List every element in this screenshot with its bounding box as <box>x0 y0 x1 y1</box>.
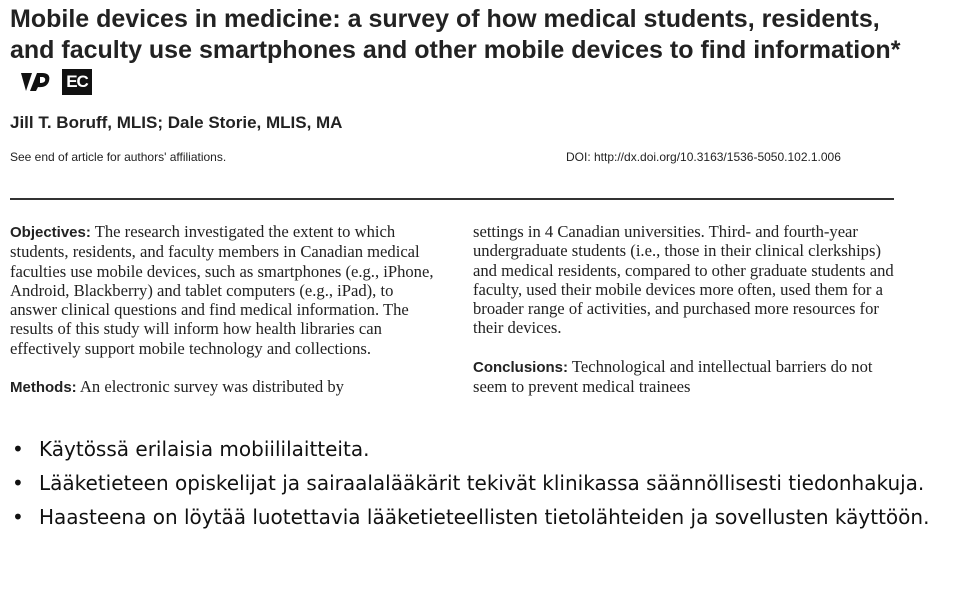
affiliations-note: See end of article for authors' affiliations. <box>10 150 227 164</box>
methods-paragraph <box>10 377 435 397</box>
paragraph-gap <box>473 338 898 357</box>
authors: Jill T. Boruff, MLIS; Dale Storie, MLIS, MA <box>10 113 343 132</box>
objectives-text: The research investigated the extent to which students, residents, and faculty members in Canadian medical faculties use mobile devices, such as smartphones (e.g., iPhone, Android, Blackberry) and tablet computers (e.g., iPad), to answer clinical questions and find medical information. The results of this study will inform how health libraries can effectively support mobile technology and collections. <box>10 222 434 358</box>
conclusions-text: Technological and intellectual barriers do not seem to prevent medical trainees <box>473 356 873 397</box>
bullet-item: • Lääketieteen opiskelijat ja sairaalalääkärit tekivät klinikassa säännöllisesti tiedonhakuja. <box>12 470 958 496</box>
paragraph-gap <box>10 358 435 377</box>
conclusions-label: Conclusions: <box>473 358 569 376</box>
methods-label: Methods: <box>10 379 77 397</box>
header-rule <box>10 198 894 200</box>
summary-bullet-list <box>12 436 958 538</box>
conclusions-paragraph <box>473 357 898 397</box>
doi-link[interactable]: DOI: http://dx.doi.org/10.3163/1536-5050.102.1.006 <box>566 150 841 164</box>
title-badges <box>18 69 92 95</box>
methods-text: An electronic survey was distributed by <box>79 377 344 397</box>
paper-title-text: Mobile devices in medicine: a survey of how medical students, residents, and faculty use smartphones and other mobile devices to find information* <box>10 5 901 64</box>
paper-title <box>10 4 910 97</box>
abstract-right-column <box>473 222 898 396</box>
bullet-item: • Käytössä erilaisia mobiililaitteita. <box>12 436 958 462</box>
bullet-item: • Haasteena on löytää luotettavia lääketieteellisten tietolähteiden ja sovellusten käyttöön. <box>12 504 958 530</box>
objectives-paragraph <box>10 222 435 358</box>
results-paragraph: settings in 4 Canadian universities. Third- and fourth-year undergraduate students (i.e., those in their clinical clerkships) and medical residents, compared to other graduate students and faculty, used their mobile devices more often, used them for a broader range of activities, and purchased more resources for their devices. <box>473 222 894 338</box>
open-peer-review-logo-icon <box>18 69 56 95</box>
objectives-label: Objectives: <box>10 224 91 241</box>
ec-badge-icon: EC <box>62 69 92 95</box>
abstract-left-column <box>10 222 435 397</box>
